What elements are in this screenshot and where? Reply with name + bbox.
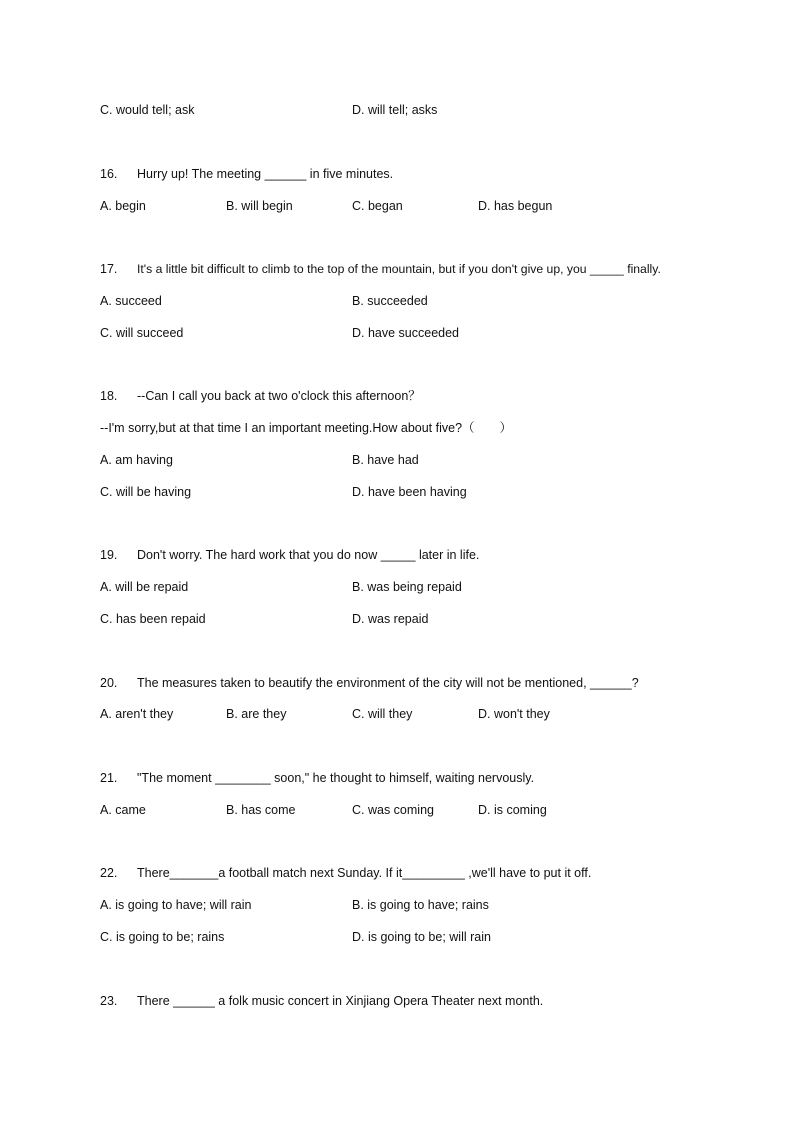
option-a: A. succeed <box>100 294 162 308</box>
question-stem: It's a little bit difficult to climb to the top of the mountain, but if you don't give up, you _____ finally. <box>137 262 661 276</box>
option-a: A. begin <box>100 199 146 213</box>
option-b: B. are they <box>226 707 287 721</box>
option-a: A. came <box>100 803 146 817</box>
option-b: B. succeeded <box>352 294 428 308</box>
option-c: C. is going to be; rains <box>100 930 225 944</box>
option-c: C. has been repaid <box>100 612 206 626</box>
option-c: C. will succeed <box>100 326 184 340</box>
option-d: D. have succeeded <box>352 326 460 340</box>
option-c: C. was coming <box>352 803 434 817</box>
question-stem: Don't worry. The hard work that you do now _____ later in life. <box>137 548 480 562</box>
question-number: 17. <box>100 262 118 276</box>
option-a: A. aren't they <box>100 707 174 721</box>
lead-option-c: C. would tell; ask <box>100 103 195 117</box>
option-a: A. am having <box>100 453 173 467</box>
question-number: 20. <box>100 676 118 690</box>
option-a: A. will be repaid <box>100 580 189 594</box>
option-d: D. have been having <box>352 485 467 499</box>
question-number: 21. <box>100 771 118 785</box>
question-number: 18. <box>100 389 118 403</box>
option-c: C. will be having <box>100 485 192 499</box>
question-stem-reply: --I'm sorry,but at that time I an important meeting.How about five?（ ） <box>100 421 513 435</box>
option-d: D. was repaid <box>352 612 429 626</box>
option-c: C. will they <box>352 707 413 721</box>
question-stem: There_______a football match next Sunday. If it_________ ,we'll have to put it off. <box>137 866 592 880</box>
question-stem: --Can I call you back at two o'clock this afternoon？ <box>137 389 421 403</box>
option-d: D. won't they <box>478 707 550 721</box>
option-b: B. is going to have; rains <box>352 898 489 912</box>
question-number: 22. <box>100 866 118 880</box>
question-number: 19. <box>100 548 118 562</box>
question-number: 16. <box>100 167 118 181</box>
question-stem: "The moment ________ soon," he thought to himself, waiting nervously. <box>137 771 535 785</box>
option-b: B. has come <box>226 803 296 817</box>
option-b: B. have had <box>352 453 419 467</box>
option-d: D. has begun <box>478 199 553 213</box>
option-a: A. is going to have; will rain <box>100 898 252 912</box>
option-b: B. will begin <box>226 199 293 213</box>
option-c: C. began <box>352 199 403 213</box>
question-stem: Hurry up! The meeting ______ in five minutes. <box>137 167 394 181</box>
question-stem: There ______ a folk music concert in Xinjiang Opera Theater next month. <box>137 994 544 1008</box>
option-d: D. is going to be; will rain <box>352 930 491 944</box>
lead-option-d: D. will tell; asks <box>352 103 438 117</box>
question-number: 23. <box>100 994 118 1008</box>
question-stem: The measures taken to beautify the environment of the city will not be mentioned, ______? <box>137 676 639 690</box>
option-d: D. is coming <box>478 803 547 817</box>
option-b: B. was being repaid <box>352 580 462 594</box>
